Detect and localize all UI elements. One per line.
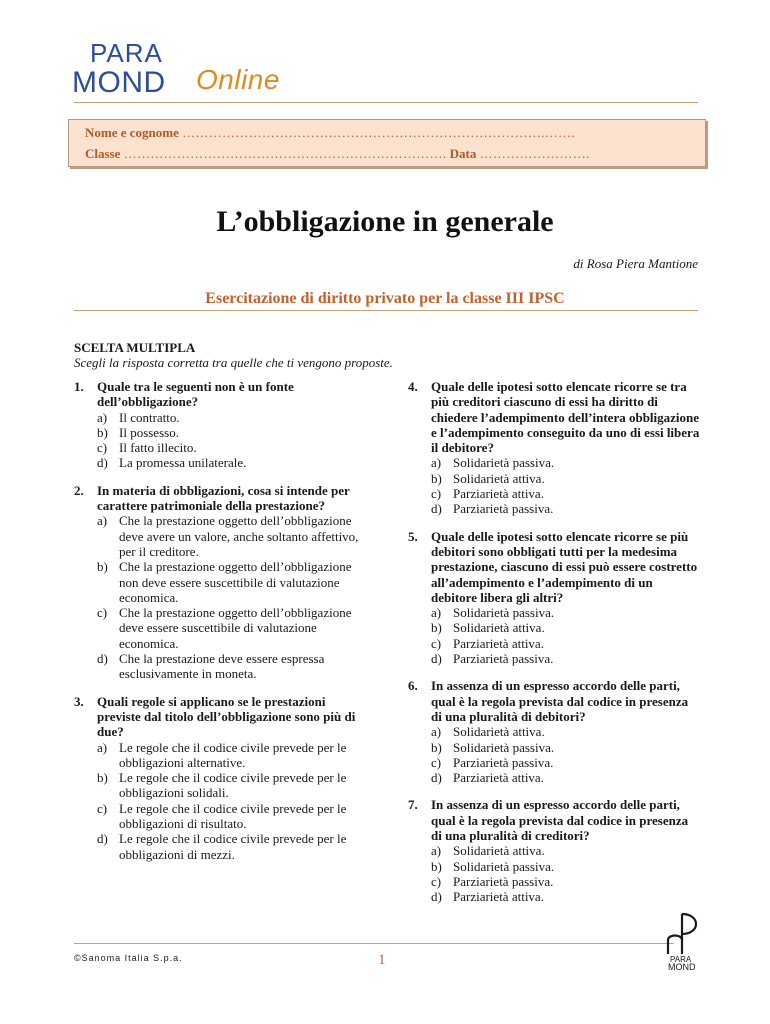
- option-text: Solidarietà attiva.: [453, 620, 545, 636]
- option-letter: c): [97, 605, 108, 621]
- question-number: 3.: [74, 693, 84, 709]
- option-text: Parziarietà passiva.: [453, 873, 554, 889]
- logo-para-text: PARA: [90, 40, 163, 68]
- name-label: Nome e cognome: [85, 125, 179, 140]
- option-item: [97, 740, 364, 771]
- section-title: SCELTA MULTIPLA: [74, 340, 196, 355]
- question-text: Quale delle ipotesi sotto elencate ricorre se più debitori sono obbligati tutti per la medesima prestazione, ciascuno di essi può essere costretto all’adempimento e l’adempimento di un debitore libera gli altri?: [431, 528, 698, 605]
- option-item: [431, 843, 700, 858]
- option-text: Le regole che il codice civile prevede per le obbligazioni di risultato.: [119, 800, 347, 832]
- option-item: [97, 770, 364, 801]
- option-letter: a): [431, 843, 442, 859]
- option-item: [97, 605, 364, 651]
- option-list: [97, 513, 364, 681]
- option-text: Solidarietà attiva.: [453, 470, 545, 486]
- option-letter: b): [97, 559, 108, 575]
- option-letter: b): [431, 470, 442, 486]
- option-item: [431, 724, 700, 739]
- option-item: [431, 770, 700, 785]
- question-4: [408, 379, 700, 517]
- option-item: [97, 455, 364, 470]
- footer-logo-para-text: PARA: [670, 955, 692, 964]
- question-text: In materia di obbligazioni, cosa si intende per carattere patrimoniale della prestazione?: [97, 482, 350, 514]
- option-letter: b): [431, 858, 442, 874]
- option-item: [431, 455, 700, 470]
- option-item: [97, 440, 364, 455]
- question-number: 7.: [408, 797, 418, 813]
- section-instructions: Scegli la risposta corretta tra quelle che ti vengono proposte.: [74, 355, 393, 370]
- option-text: Solidarietà attiva.: [453, 843, 545, 859]
- option-text: Parziarietà passiva.: [453, 754, 554, 770]
- question-5: [408, 529, 700, 667]
- option-letter: b): [431, 739, 442, 755]
- option-text: Parziarietà attiva.: [453, 889, 544, 905]
- class-field-row: [85, 146, 590, 162]
- option-letter: a): [97, 513, 108, 529]
- page-number: 1: [378, 952, 386, 968]
- question-1: [74, 379, 364, 471]
- option-letter: b): [431, 620, 442, 636]
- option-text: Parziarietà attiva.: [453, 486, 544, 502]
- option-letter: d): [97, 651, 108, 667]
- option-letter: d): [97, 455, 108, 471]
- option-text: Parziarietà passiva.: [453, 651, 554, 667]
- option-text: Le regole che il codice civile prevede per le obbligazioni alternative.: [119, 739, 347, 770]
- option-text: Solidarietà passiva.: [453, 739, 555, 755]
- option-item: [97, 831, 364, 862]
- option-item: [431, 859, 700, 874]
- name-field-row: [85, 125, 575, 141]
- option-letter: a): [431, 724, 442, 740]
- author-line: di Rosa Piera Mantione: [573, 256, 698, 271]
- option-item: [97, 801, 364, 832]
- footer-divider: [74, 943, 674, 944]
- option-list: [431, 605, 700, 666]
- footer-logo-mond-text: MOND: [668, 962, 696, 972]
- option-letter: c): [431, 754, 442, 770]
- header-divider: [74, 102, 698, 103]
- questions-right-column: [408, 379, 700, 905]
- option-list: [431, 455, 700, 516]
- page-title: L’obbligazione in generale: [216, 205, 554, 238]
- logo-online-text: Online: [196, 64, 280, 95]
- option-letter: d): [431, 651, 442, 667]
- question-number: 4.: [408, 379, 418, 394]
- question-2: [74, 483, 364, 682]
- questions-left-column: [74, 379, 364, 862]
- option-item: [97, 513, 364, 559]
- option-item: [431, 740, 700, 755]
- option-letter: a): [97, 409, 108, 425]
- option-text: Il contratto.: [119, 409, 180, 425]
- date-label: Data: [449, 146, 477, 161]
- copyright-text: ©Sanoma Italia S.p.a.: [74, 953, 183, 963]
- option-item: [431, 651, 700, 666]
- question-7: [408, 797, 700, 904]
- question-number: 2.: [74, 482, 84, 498]
- paramond-logo: [72, 40, 202, 101]
- option-letter: d): [97, 831, 108, 847]
- option-letter: a): [97, 739, 108, 755]
- option-text: Solidarietà passiva.: [453, 455, 555, 471]
- option-text: Il possesso.: [119, 424, 179, 440]
- option-text: Solidarietà passiva.: [453, 605, 555, 621]
- option-list: [97, 410, 364, 471]
- option-item: [97, 410, 364, 425]
- option-item: [431, 636, 700, 651]
- option-item: [431, 874, 700, 889]
- option-item: [97, 559, 364, 605]
- logo-mond-text: MOND: [72, 66, 166, 96]
- option-item: [431, 486, 700, 501]
- option-text: La promessa unilaterale.: [119, 455, 247, 471]
- option-letter: c): [97, 800, 108, 816]
- option-text: Che la prestazione oggetto dell’obbligazione deve avere un valore, anche soltanto affettivo, per il creditore.: [119, 513, 359, 559]
- question-text: Quali regole si applicano se le prestazioni previste dal titolo dell’obbligazione sono più di due?: [97, 693, 356, 740]
- option-item: [431, 501, 700, 516]
- question-number: 5.: [408, 528, 418, 544]
- footer-paramond-logo: [660, 910, 704, 977]
- option-letter: d): [431, 501, 442, 517]
- question-text: In assenza di un espresso accordo delle parti, qual è la regola prevista dal codice in presenza di una pluralità di creditori?: [431, 797, 689, 844]
- option-text: Il fatto illecito.: [119, 440, 197, 456]
- option-letter: c): [431, 486, 442, 502]
- subtitle-divider: [74, 310, 698, 311]
- option-item: [97, 425, 364, 440]
- option-item: [431, 620, 700, 635]
- option-letter: d): [431, 889, 442, 905]
- option-text: Le regole che il codice civile prevede per le obbligazioni di mezzi.: [119, 831, 347, 862]
- student-info-box: [68, 119, 706, 167]
- option-list: [431, 724, 700, 785]
- option-letter: c): [431, 873, 442, 889]
- option-letter: a): [431, 605, 442, 621]
- option-text: Solidarietà attiva.: [453, 724, 545, 740]
- question-3: [74, 694, 364, 862]
- option-item: [431, 889, 700, 904]
- option-text: Le regole che il codice civile prevede per le obbligazioni solidali.: [119, 770, 347, 801]
- option-letter: d): [431, 770, 442, 786]
- question-text: In assenza di un espresso accordo delle parti, qual è la regola prevista dal codice in presenza di una pluralità di debitori?: [431, 678, 689, 724]
- question-text: Quale delle ipotesi sotto elencate ricorre se tra più creditori ciascuno di essi ha diritto di chiedere l’adempimento dell’intera obbligazione e l’adempimento conseguito da uno di essi libera il debitore?: [431, 379, 700, 456]
- exercise-subtitle: Esercitazione di diritto privato per la classe III IPSC: [205, 290, 565, 307]
- question-6: [408, 678, 700, 785]
- option-text: Parziarietà passiva.: [453, 501, 554, 517]
- option-text: Solidarietà passiva.: [453, 858, 555, 874]
- option-letter: b): [97, 770, 108, 786]
- option-letter: a): [431, 455, 442, 471]
- option-item: [97, 651, 364, 682]
- option-text: Che la prestazione deve essere espressa esclusivamente in moneta.: [119, 651, 325, 682]
- option-text: Che la prestazione oggetto dell’obbligazione non deve essere suscettibile di valutazione economica.: [119, 559, 352, 605]
- option-item: [431, 755, 700, 770]
- question-number: 6.: [408, 678, 418, 694]
- name-dots: ……………………………………………………………………….…….: [182, 125, 575, 140]
- option-letter: c): [431, 635, 442, 651]
- option-item: [431, 471, 700, 486]
- question-number: 1.: [74, 379, 84, 394]
- date-dots: …………………….: [479, 146, 590, 161]
- option-list: [97, 740, 364, 862]
- question-text: Quale tra le seguenti non è un fonte dell’obbligazione?: [97, 379, 294, 410]
- option-letter: b): [97, 424, 108, 440]
- option-text: Parziarietà attiva.: [453, 770, 544, 786]
- class-dots: ……………………………………………………………….: [123, 146, 447, 161]
- option-list: [431, 843, 700, 904]
- option-item: [431, 605, 700, 620]
- option-letter: c): [97, 440, 108, 456]
- class-label: Classe: [85, 146, 121, 161]
- option-text: Parziarietà attiva.: [453, 635, 544, 651]
- option-text: Che la prestazione oggetto dell’obbligazione deve essere suscettibile di valutazione economica.: [119, 605, 352, 651]
